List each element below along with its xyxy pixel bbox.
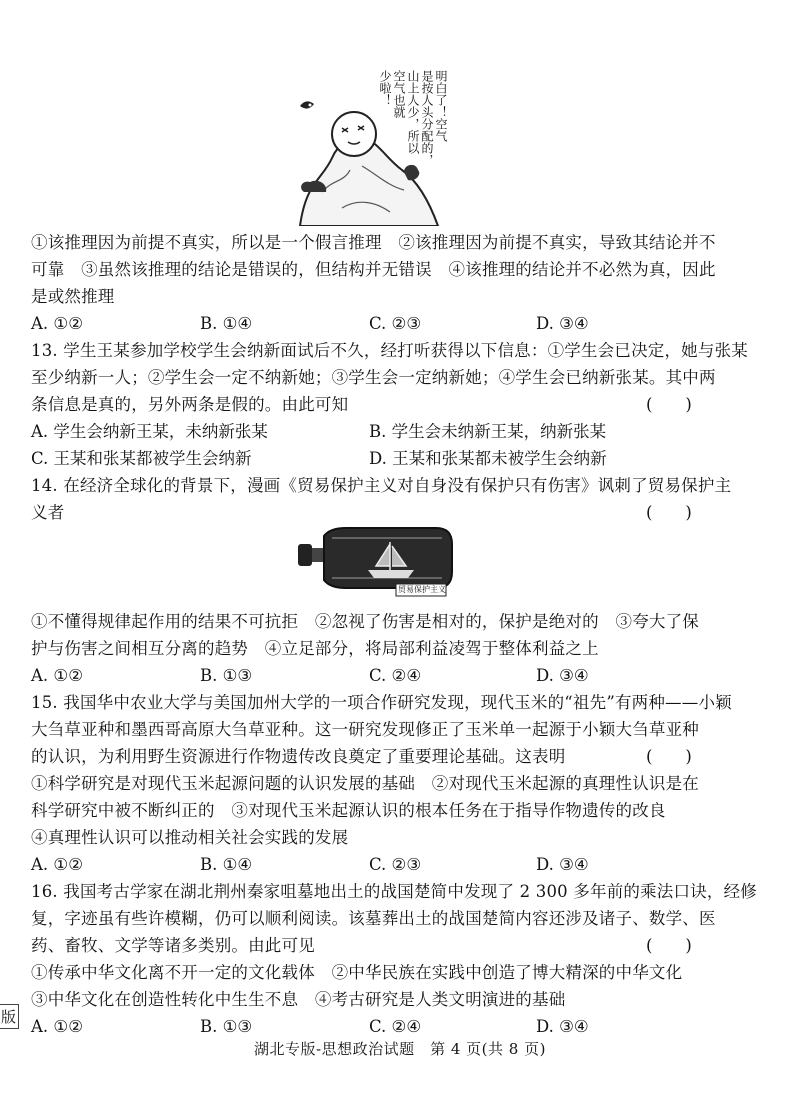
q12-statement-line: 是或然推理 — [31, 287, 115, 306]
q15-statement-line: 科学研究中被不断纠正的 ③对现代玉米起源认识的根本任务在于指导作物遗传的改良 — [31, 801, 666, 820]
page-footer: 湖北专版-思想政治试题 第 4 页(共 8 页) — [254, 1040, 546, 1058]
q13-answer-blank: ( ) — [646, 395, 692, 414]
q14-option-d: D. ③④ — [536, 666, 589, 685]
q12-option-c: C. ②③ — [369, 314, 422, 333]
q13-option-a: A. 学生会纳新王某，未纳新张某 — [31, 422, 268, 441]
q16-answer-blank: ( ) — [646, 936, 692, 955]
cartoon-speech-line: 少啦！ — [378, 70, 392, 106]
cartoon-speech-line: 是按人头分配的， — [420, 70, 434, 166]
q15-stem-line: 的认识，为利用野生资源进行作物遗传改良奠定了重要理论基础。这表明 — [31, 747, 566, 766]
q12-statement-line: ①该推理因为前提不真实，所以是一个假言推理 ②该推理因为前提不真实，导致其结论并不 — [31, 233, 716, 252]
q12-statement-line: 可靠 ③虽然该推理的结论是错误的，但结构并无错误 ④该推理的结论并不必然为真，因此 — [31, 260, 716, 279]
q16-statement-line: ①传承中华文化离不开一定的文化载体 ②中华民族在实践中创造了博大精深的中华文化 — [31, 963, 683, 982]
cartoon-speech-line: 明白了！空气 — [434, 70, 448, 142]
q12-option-d: D. ③④ — [536, 314, 589, 333]
q13-stem-line: 13. 学生王某参加学校学生会纳新面试后不久，经打听获得以下信息：①学生会已决定，她与张某 — [31, 341, 748, 360]
q16-option-a: A. ①② — [31, 1017, 83, 1036]
q13-stem-line: 至少纳新一人；②学生会一定不纳新她；③学生会一定纳新她；④学生会已纳新张某。其中两 — [31, 368, 716, 387]
q16-statement-line: ③中华文化在创造性转化中生生不息 ④考古研究是人类文明演进的基础 — [31, 990, 566, 1009]
q12-option-b: B. ①④ — [200, 314, 253, 333]
edition-edge-tab: 版 — [0, 1004, 19, 1029]
q15-stem-line: 15. 我国华中农业大学与美国加州大学的一项合作研究发现，现代玉米的“祖先”有两种——小颖 — [31, 693, 732, 712]
q15-option-c: C. ②③ — [369, 855, 422, 874]
q14-statement-line: 护与伤害之间相互分离的趋势 ④立足部分，将局部利益凌驾于整体利益之上 — [31, 639, 599, 658]
q16-stem-line: 16. 我国考古学家在湖北荆州秦家咀墓地出土的战国楚简中发现了 2 300 多年前的乘法口诀，经修 — [31, 882, 758, 901]
bottle-label: 贸易保护主义 — [398, 585, 446, 594]
q15-option-b: B. ①④ — [200, 855, 253, 874]
q14-option-c: C. ②④ — [369, 666, 422, 685]
q16-option-d: D. ③④ — [536, 1017, 589, 1036]
q15-statement-line: ④真理性认识可以推动相关社会实践的发展 — [31, 828, 349, 847]
q14-stem-line: 14. 在经济全球化的背景下，漫画《贸易保护主义对自身没有保护只有伤害》讽刺了贸易保护主 — [31, 476, 732, 495]
q13-stem-line: 条信息是真的，另外两条是假的。由此可知 — [31, 395, 349, 414]
q15-option-a: A. ①② — [31, 855, 83, 874]
q13-option-b: B. 学生会未纳新王某，纳新张某 — [369, 422, 607, 441]
q16-option-c: C. ②④ — [369, 1017, 422, 1036]
q13-option-d: D. 王某和张某都未被学生会纳新 — [369, 449, 607, 468]
q14-option-b: B. ①③ — [200, 666, 253, 685]
q16-stem-line: 药、畜牧、文学等诸多类别。由此可见 — [31, 936, 315, 955]
q14-stem-line: 义者 — [31, 503, 65, 522]
q14-option-a: A. ①② — [31, 666, 83, 685]
q16-stem-line: 复，字迹虽有些许模糊，仍可以顺利阅读。该墓葬出土的战国楚简内容还涉及诸子、数学、医 — [31, 909, 716, 928]
cartoon-speech-line: 山上人少，所以 — [406, 70, 420, 154]
q15-statement-line: ①科学研究是对现代玉米起源问题的认识发展的基础 ②对现代玉米起源的真理性认识是在 — [31, 774, 699, 793]
q15-option-d: D. ③④ — [536, 855, 589, 874]
q16-option-b: B. ①③ — [200, 1017, 253, 1036]
q14-answer-blank: ( ) — [646, 503, 692, 522]
q14-statement-line: ①不懂得规律起作用的结果不可抗拒 ②忽视了伤害是相对的，保护是绝对的 ③夸大了保 — [31, 612, 699, 631]
q12-option-a: A. ①② — [31, 314, 83, 333]
q15-answer-blank: ( ) — [646, 747, 692, 766]
cartoon-speech-line: 空气也就 — [392, 70, 406, 118]
q13-option-c: C. 王某和张某都被学生会纳新 — [31, 449, 252, 468]
q15-stem-line: 大刍草亚种和墨西哥高原大刍草亚种。这一研究发现修正了玉米单一起源于小颖大刍草亚种 — [31, 720, 699, 739]
